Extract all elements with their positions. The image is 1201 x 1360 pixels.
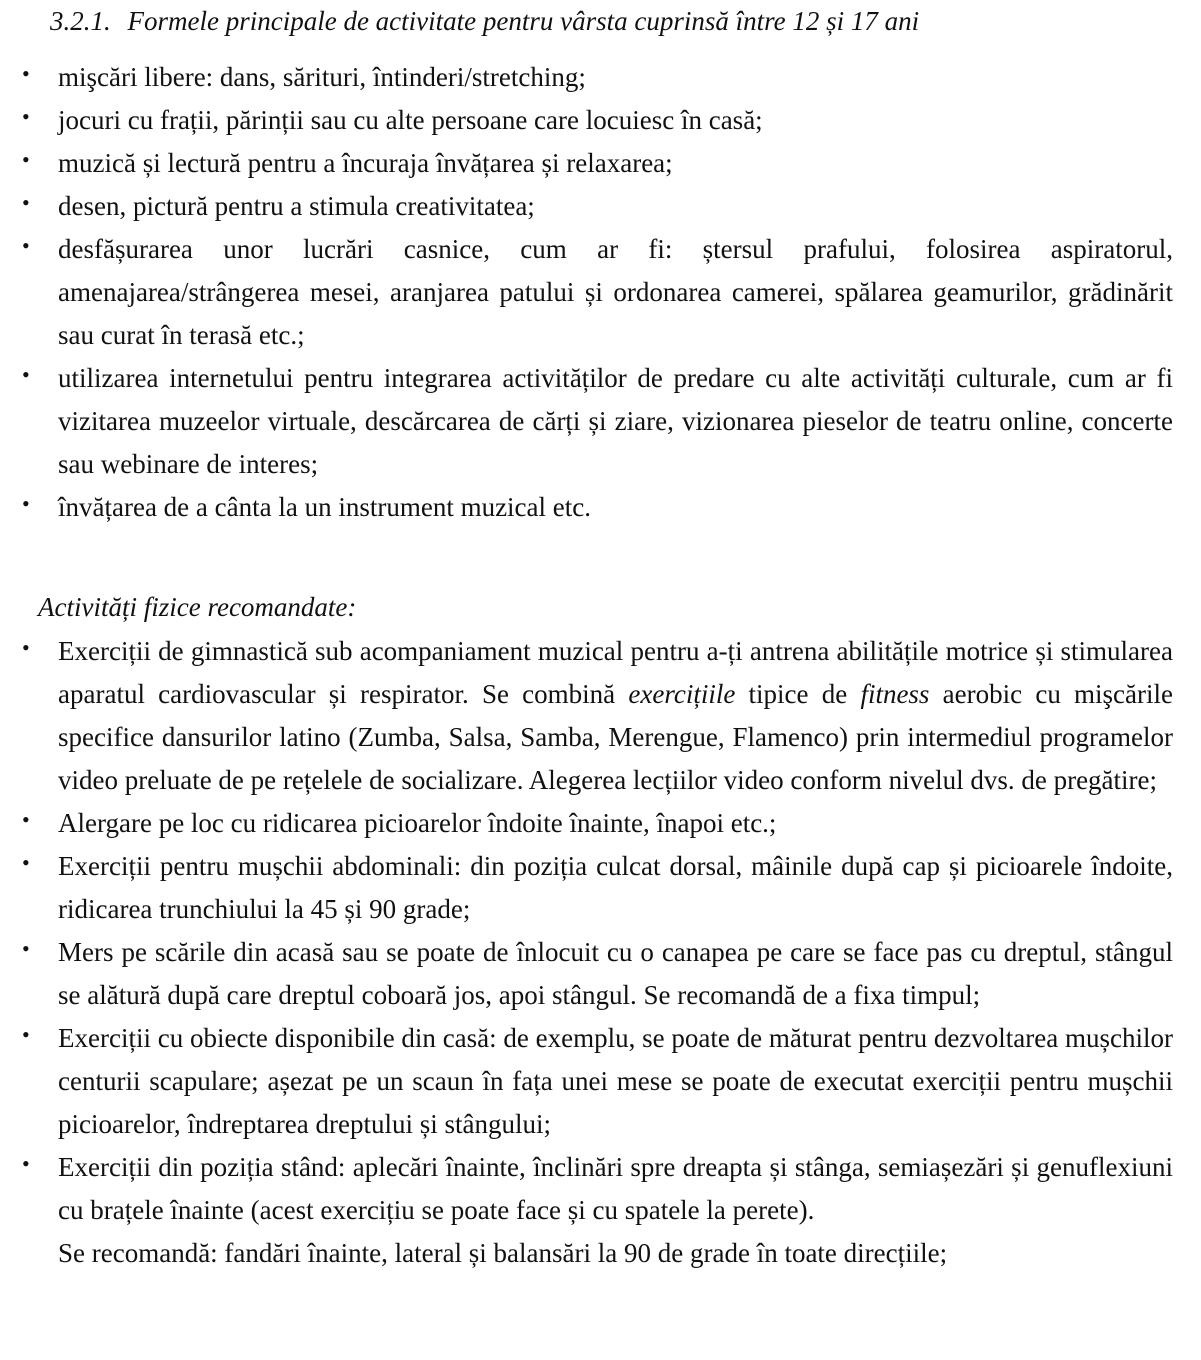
list-item-text: Exerciții pentru mușchii abdominali: din poziția culcat dorsal, mâinile după cap și picioarele îndoite, ridicarea trunchiului la 45 și 90 grade; xyxy=(58,851,1173,924)
list-item-text-part: Exerciții de gimnastică sub acompaniament muzical pentru a-ți antrena abilitățile motrice și stimularea aparatul cardiovascular și respirator. Se combină xyxy=(58,636,1173,709)
list-item-text: Exerciții din poziția stând: aplecări înainte, înclinări spre dreapta și stânga, semiașezări și genuflexiuni cu brațele înainte (acest exercițiu se poate face și cu spatele la perete). xyxy=(58,1152,1173,1225)
bullet-icon: • xyxy=(22,233,30,258)
recommended-activities-label: Activități fizice recomandate: xyxy=(38,592,357,622)
list-item-text: jocuri cu frații, părinții sau cu alte persoane care locuiesc în casă; xyxy=(58,105,763,135)
list-item-text: Alergare pe loc cu ridicarea picioarelor îndoite înainte, înapoi etc.; xyxy=(58,808,777,838)
bullet-icon: • xyxy=(22,1022,30,1047)
bullet-icon: • xyxy=(22,104,30,129)
list-item-text: Exerciții cu obiecte disponibile din casă: de exemplu, se poate de măturat pentru dezvoltarea mușchilor centurii scapulare; așezat pe un scaun în fața unei mese se poate de executat exerciții pentru mușchii picioarelor, îndreptarea dreptului și stângului; xyxy=(58,1023,1173,1139)
bullet-icon: • xyxy=(22,807,30,832)
bullet-icon: • xyxy=(22,362,30,387)
list-item xyxy=(0,630,1173,802)
list-item xyxy=(0,845,1173,931)
list-item-text: desfășurarea unor lucrări casnice, cum ar fi: ștersul prafului, folosirea aspiratorul, amenajarea/strângerea mesei, aranjarea patului și ordonarea camerei, spălarea geamurilor, grădinărit sau curat în terasă etc.; xyxy=(58,234,1173,350)
list-item-text: mişcări libere: dans, sărituri, întinderi/stretching; xyxy=(58,62,586,92)
list-item-text: utilizarea internetului pentru integrarea activităților de predare cu alte activități culturale, cum ar fi vizitarea muzeelor virtuale, descărcarea de cărți și ziare, vizionarea pieselor de teatru online, concerte sau webinare de interes; xyxy=(58,363,1173,479)
list-item-text-continuation: Se recomandă: fandări înainte, lateral și balansări la 90 de grade în toate direcțiile; xyxy=(58,1238,948,1268)
emphasis-text: fitness xyxy=(860,679,930,709)
list-item-text: învățarea de a cânta la un instrument muzical etc. xyxy=(58,492,591,522)
list-item xyxy=(0,99,1173,142)
bullet-icon: • xyxy=(22,61,30,86)
list-item xyxy=(0,185,1173,228)
list-item xyxy=(0,357,1173,486)
list-item-text: Mers pe scările din acasă sau se poate de înlocuit cu o canapea pe care se face pas cu dreptul, stângul se alătură după care dreptul coboară jos, apoi stângul. Se recomandă de a fixa timpul; xyxy=(58,937,1173,1010)
bullet-icon: • xyxy=(22,936,30,961)
bullet-icon: • xyxy=(22,491,30,516)
list-item-text: desen, pictură pentru a stimula creativitatea; xyxy=(58,191,535,221)
list-item xyxy=(0,228,1173,357)
list-item-text xyxy=(58,636,1173,795)
list-item xyxy=(0,142,1173,185)
list-item-text-part: aerobic cu mişcările specifice dansurilor latino (Zumba, Salsa, Samba, Merengue, Flamenco) prin intermediul programelor video preluate de pe rețelele de socializare. Alegerea lecțiilor video conform nivelul dvs. de pregătire; xyxy=(58,679,1173,795)
bullet-icon: • xyxy=(22,635,30,660)
section-title: Formele principale de activitate pentru vârsta cuprinsă între 12 și 17 ani xyxy=(127,6,920,36)
bullet-icon: • xyxy=(22,190,30,215)
list-item xyxy=(0,802,1173,845)
bullet-icon: • xyxy=(22,147,30,172)
section-heading xyxy=(50,0,919,43)
list-item xyxy=(0,931,1173,1017)
bullet-icon: • xyxy=(22,850,30,875)
list-item xyxy=(0,1146,1173,1275)
emphasis-text: exercițiile xyxy=(628,679,736,709)
list-item-text-part: tipice de xyxy=(735,679,861,709)
bullet-icon: • xyxy=(22,1151,30,1176)
list-item xyxy=(0,486,1173,529)
list-item-text: muzică și lectură pentru a încuraja învățarea și relaxarea; xyxy=(58,148,673,178)
section-number: 3.2.1. xyxy=(50,6,111,36)
physical-activities-list xyxy=(0,630,1173,1275)
activity-forms-list xyxy=(0,56,1173,529)
list-item xyxy=(0,56,1173,99)
list-item xyxy=(0,1017,1173,1146)
